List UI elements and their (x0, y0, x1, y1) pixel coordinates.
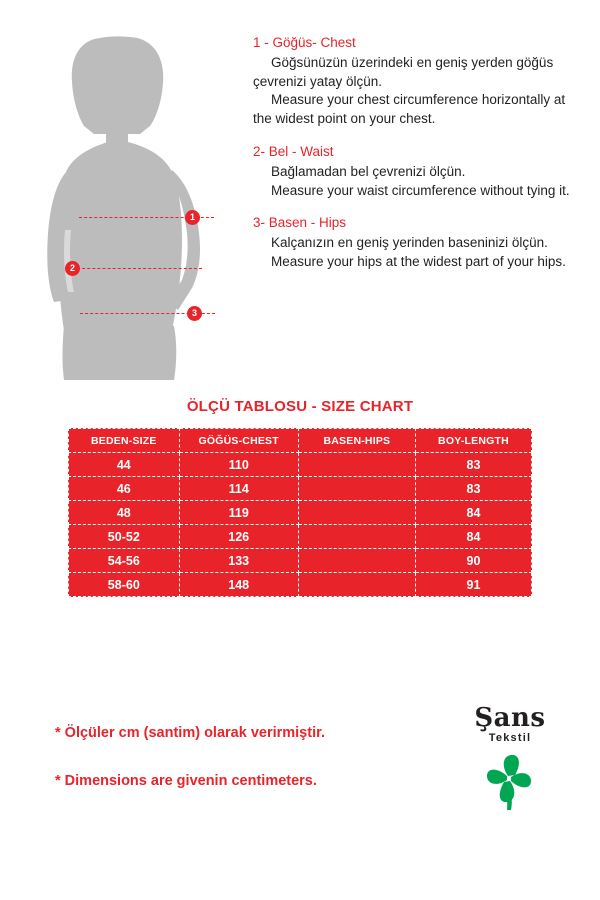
instruction-hips-body (253, 234, 583, 271)
cell-hips (298, 525, 415, 549)
table-row (69, 477, 532, 501)
table-row (69, 573, 532, 597)
cell-chest: 119 (179, 501, 298, 525)
cell-hips (298, 501, 415, 525)
clover-icon (455, 750, 565, 817)
cell-hips (298, 549, 415, 573)
instruction-waist-line-en: Measure your waist circumference without tying it. (271, 182, 570, 198)
instruction-hips-line-tr: Kalçanızın en geniş yerinden baseninizi ölçün. (271, 235, 548, 251)
brand-name: Şans (474, 703, 546, 733)
notes-section (55, 725, 425, 821)
column-header-hips: BASEN-HIPS (298, 429, 415, 453)
cell-chest: 148 (179, 573, 298, 597)
instructions-list (253, 34, 583, 286)
cell-hips (298, 453, 415, 477)
cell-chest: 110 (179, 453, 298, 477)
column-header-length: BOY-LENGTH (415, 429, 531, 453)
top-section (0, 0, 600, 390)
instruction-waist-line-tr: Bağlamadan bel çevrenizi ölçün. (271, 163, 466, 179)
table-row (69, 549, 532, 573)
instruction-chest (253, 34, 583, 129)
instruction-waist-title: 2- Bel - Waist (253, 143, 334, 159)
cell-hips (298, 573, 415, 597)
note-en: * Dimensions are givenin centimeters. (55, 773, 317, 789)
marker-2: 2 (65, 261, 80, 276)
instruction-waist (253, 143, 583, 200)
instruction-hips (253, 214, 583, 271)
instruction-chest-line-tr: Göğsünüzün üzerindeki en geniş yerden göğüs çevrenizi yatay ölçün. (253, 55, 554, 89)
cell-size: 46 (69, 477, 180, 501)
cell-chest: 126 (179, 525, 298, 549)
instruction-chest-body (253, 54, 583, 129)
waist-measure-line (72, 268, 202, 269)
size-chart-table (68, 428, 532, 597)
table-row (69, 525, 532, 549)
instruction-hips-line-en: Measure your hips at the widest part of your hips. (271, 254, 566, 270)
cell-length: 84 (415, 501, 531, 525)
cell-length: 84 (415, 525, 531, 549)
instruction-hips-title: 3- Basen - Hips (253, 215, 347, 231)
size-chart-title: ÖLÇÜ TABLOSU - SIZE CHART (186, 398, 414, 415)
cell-size: 48 (69, 501, 180, 525)
body-figure (22, 30, 237, 380)
brand-subtitle: Tekstil (488, 732, 532, 744)
cell-size: 44 (69, 453, 180, 477)
cell-length: 83 (415, 477, 531, 501)
cell-size: 58-60 (69, 573, 180, 597)
column-header-chest: GÖĞÜS-CHEST (179, 429, 298, 453)
column-header-size: BEDEN-SIZE (69, 429, 180, 453)
table-row (69, 453, 532, 477)
female-silhouette-icon (22, 30, 237, 380)
size-chart-table-wrap (68, 428, 532, 597)
cell-length: 90 (415, 549, 531, 573)
table-row (69, 501, 532, 525)
cell-hips (298, 477, 415, 501)
instruction-waist-body (253, 163, 583, 200)
marker-3: 3 (187, 306, 202, 321)
brand-logo (455, 705, 565, 820)
cell-chest: 114 (179, 477, 298, 501)
note-tr: * Ölçüler cm (santim) olarak verirmiştir. (55, 725, 325, 741)
cell-length: 83 (415, 453, 531, 477)
cell-size: 54-56 (69, 549, 180, 573)
cell-length: 91 (415, 573, 531, 597)
cell-size: 50-52 (69, 525, 180, 549)
instruction-chest-line-en: Measure your chest circumference horizontally at the widest point on your chest. (253, 92, 566, 127)
cell-chest: 133 (179, 549, 298, 573)
table-header-row (69, 429, 532, 453)
marker-1: 1 (185, 210, 200, 225)
instruction-chest-title: 1 - Göğüs- Chest (253, 35, 356, 50)
